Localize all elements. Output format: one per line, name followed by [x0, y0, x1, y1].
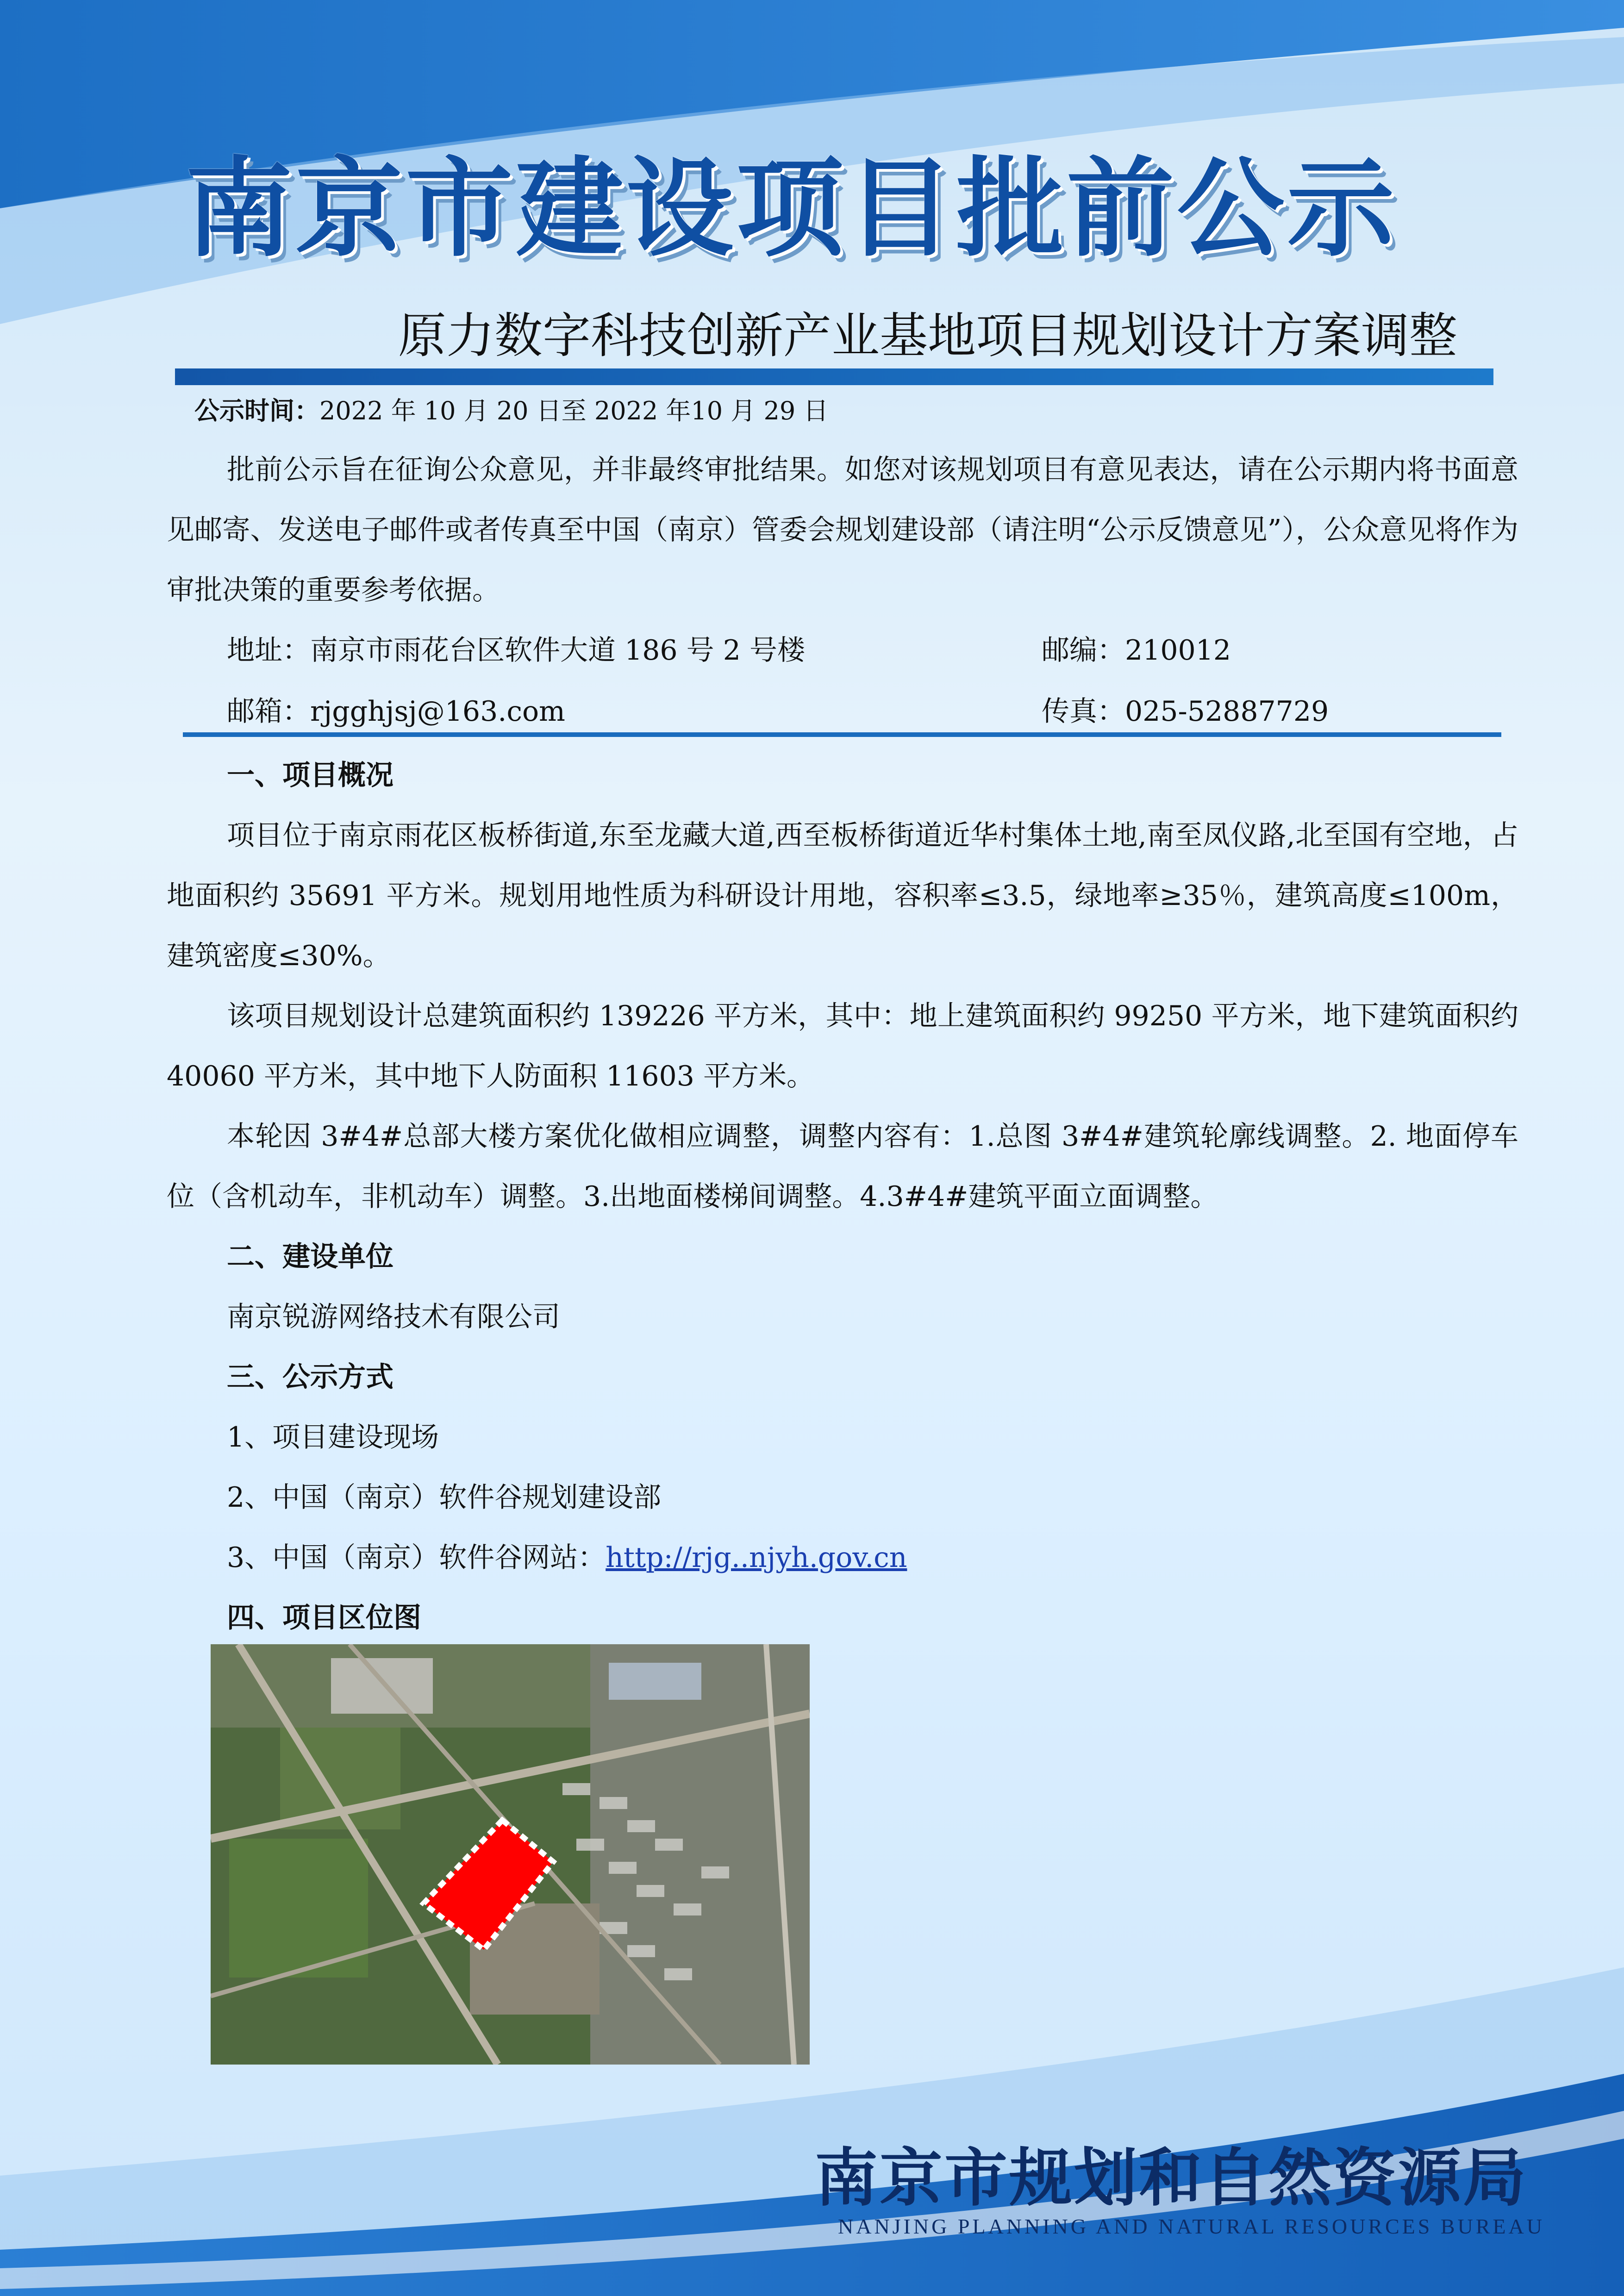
method-item-1: 1、项目建设现场 [227, 1421, 439, 1454]
satellite-map-image [211, 1644, 810, 2065]
postcode-text: 邮编：210012 [1042, 634, 1231, 667]
address-text: 地址：南京市雨花台区软件大道 186 号 2 号楼 [227, 634, 805, 667]
contact-row-email [227, 686, 1523, 737]
fax-text: 传真：025-52887729 [1042, 695, 1329, 728]
builder-heading: 二、建设单位 [227, 1241, 394, 1273]
overview-paragraph-2: 该项目规划设计总建筑面积约 139226 平方米，其中：地上建筑面积约 99250 平方米，地下建筑面积约 40060 平方米，其中地下人防面积 11603 平方米。 [167, 1000, 1518, 1092]
overview-paragraph-3: 本轮因 3#4#总部大楼方案优化做相应调整，调整内容有：1.总图 3#4#建筑轮廓线调整。2. 地面停车位（含机动车，非机动车）调整。3.出地面楼梯间调整。4.3#4#建筑平面立面调整。 [167, 1120, 1518, 1213]
location-heading: 四、项目区位图 [227, 1602, 421, 1634]
method-item-3-prefix: 3、中国（南京）软件谷网站： [227, 1541, 606, 1574]
announcement-time-value: 2022 年 10 月 20 日至 2022 年10 月 29 日 [319, 396, 829, 425]
header-divider [175, 368, 1493, 385]
contact-divider [183, 732, 1501, 737]
location-map [211, 1644, 810, 2065]
email-text: 邮箱：rjgghjsj@163.com [227, 695, 565, 728]
content-body [167, 745, 1518, 1648]
method-item-3 [167, 1528, 1518, 1588]
announcement-time [194, 390, 1120, 431]
website-link[interactable]: http://rjg..njyh.gov.cn [606, 1541, 907, 1574]
overview-paragraph-1: 项目位于南京雨花区板桥街道,东至龙藏大道,西至板桥街道近华村集体土地,南至凤仪路,北至国有空地，占地面积约 35691 平方米。规划用地性质为科研设计用地，容积率≤3.5，绿地率≥35％，建筑高度≤100m，建筑密度≤30%。 [167, 819, 1518, 972]
intro-paragraph: 批前公示旨在征询公众意见，并非最终审批结果。如您对该规划项目有意见表达，请在公示期内将书面意见邮寄、发送电子邮件或者传真至中国（南京）管委会规划建设部（请注明“公示反馈意见”），公众意见将作为审批决策的重要参考依据。 [167, 454, 1518, 606]
contact-row-address [227, 625, 1523, 676]
method-item-2: 2、中国（南京）软件谷规划建设部 [227, 1481, 662, 1514]
announcement-time-label: 公示时间： [194, 396, 319, 425]
bureau-name-cn: 南京市规划和自然资源局 [815, 2141, 1528, 2215]
overview-heading: 一、项目概况 [227, 759, 394, 792]
project-subtitle: 原力数字科技创新产业基地项目规划设计方案调整 [398, 307, 1458, 364]
page-title: 南京市建设项目批前公示 [185, 145, 1398, 271]
builder-name: 南京锐游网络技术有限公司 [227, 1301, 560, 1333]
method-heading: 三、公示方式 [227, 1361, 394, 1393]
bureau-name-en: NANJING PLANNING AND NATURAL RESOURCES BUREAU [838, 2215, 1545, 2238]
